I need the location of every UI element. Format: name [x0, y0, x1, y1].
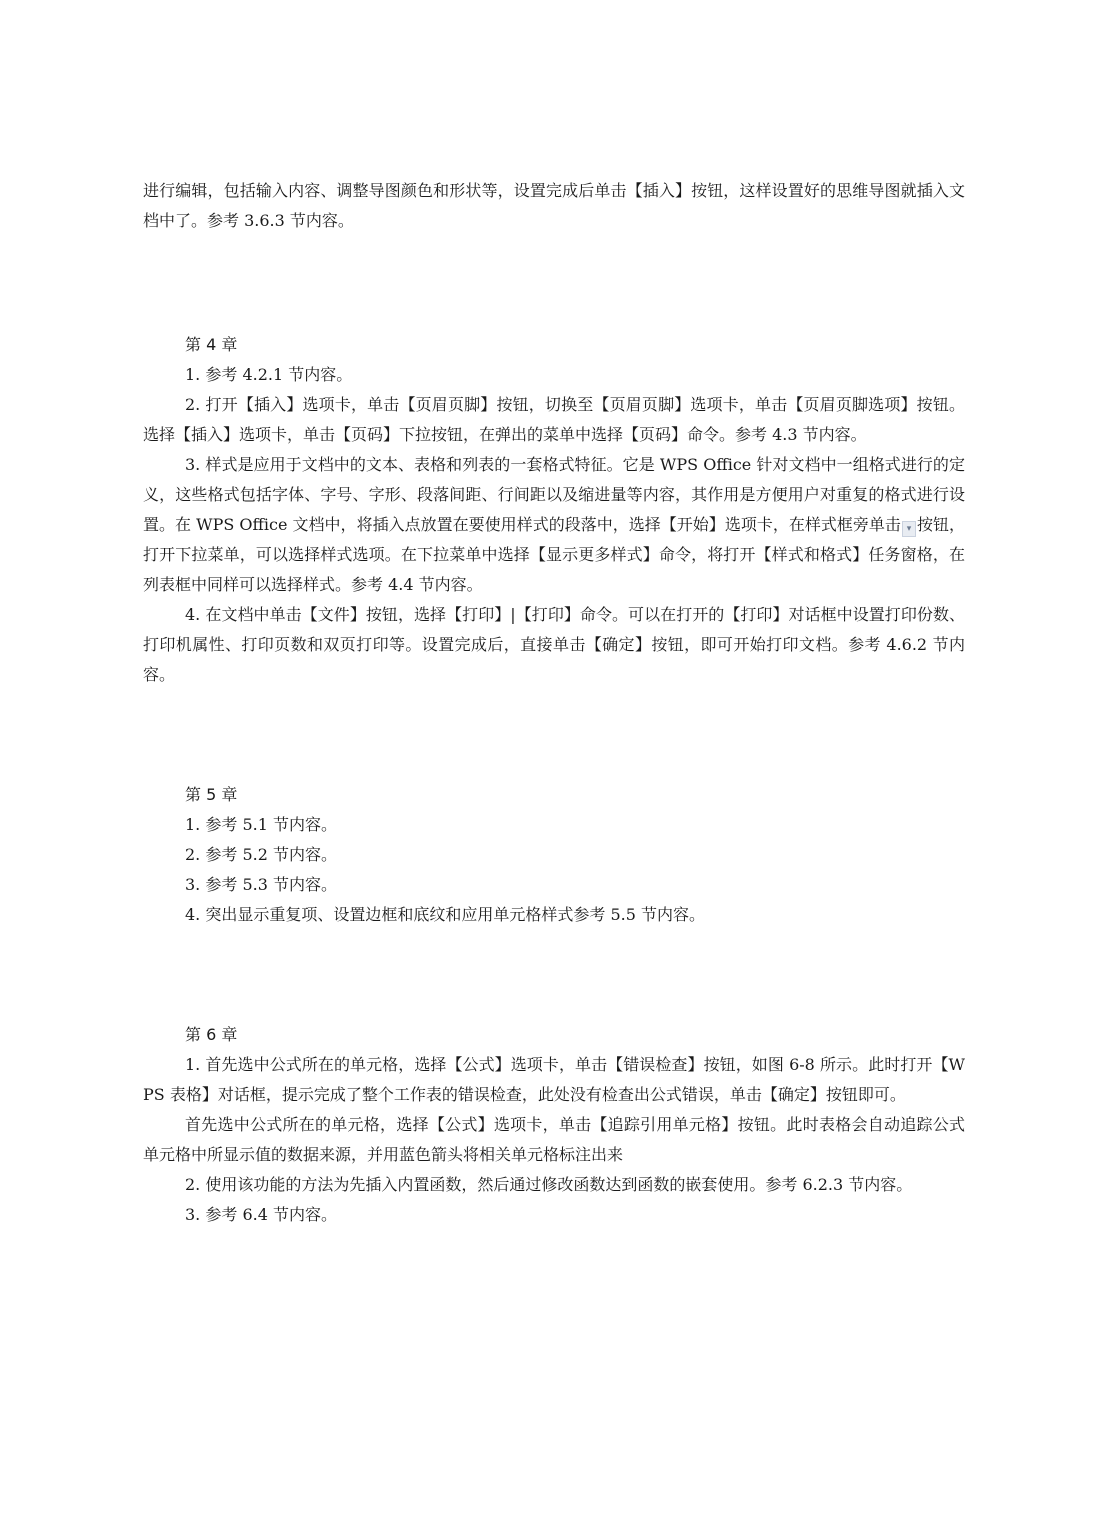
dropdown-arrow-icon: ▾ [902, 521, 916, 537]
section-gap [143, 930, 965, 1020]
chapter-4-item-1: 1. 参考 4.2.1 节内容。 [185, 365, 353, 384]
chapter-4-item-2: 2. 打开【插入】选项卡，单击【页眉页脚】按钮，切换至【页眉页脚】选项卡，单击【页眉页脚选项】按钮。选择【插入】选项卡，单击【页码】下拉按钮，在弹出的菜单中选择【页码】命令。参考 4.3 节内容。 [143, 395, 965, 444]
chapter-4-item-3-part-2: 按钮，打开下拉菜单，可以选择样式选项。在下拉菜单中选择【显示更多样式】命令，将打开【样式和格式】任务窗格，在列表框中同样可以选择样式。参考 4.4 节内容。 [143, 515, 965, 594]
intro-paragraph: 进行编辑，包括输入内容、调整导图颜色和形状等，设置完成后单击【插入】按钮，这样设置好的思维导图就插入文档中了。参考 3.6.3 节内容。 [143, 181, 965, 230]
chapter-5-item-3: 3. 参考 5.3 节内容。 [185, 875, 337, 894]
chapter-4-item-3-part-1: 3. 样式是应用于文档中的文本、表格和列表的一套格式特征。它是 WPS Office 针对文档中一组格式进行的定义，这些格式包括字体、字号、字形、段落间距、行间距以及缩进量等内容，其作用是方便用户对重复的格式进行设置。在 WPS Office 文档中，将插入点放置在要使用样式的段落中，选择【开始】选项卡，在样式框旁单击 [143, 455, 965, 534]
chapter-5-item-4: 4. 突出显示重复项、设置边框和底纹和应用单元格样式参考 5.5 节内容。 [185, 905, 705, 924]
chapter-5-item-2: 2. 参考 5.2 节内容。 [185, 845, 337, 864]
chapter-5-heading: 第 5 章 [185, 785, 238, 804]
chapter-6-item-2: 2. 使用该功能的方法为先插入内置函数，然后通过修改函数达到函数的嵌套使用。参考 6.2.3 节内容。 [185, 1175, 913, 1194]
chapter-4-item-3 [143, 450, 965, 600]
chapter-6-heading: 第 6 章 [185, 1025, 238, 1044]
chapter-4-item-4: 4. 在文档中单击【文件】按钮，选择【打印】|【打印】命令。可以在打开的【打印】对话框中设置打印份数、打印机属性、打印页数和双页打印等。设置完成后，直接单击【确定】按钮，即可开始打印文档。参考 4.6.2 节内容。 [143, 605, 965, 684]
chapter-6-item-1: 1. 首先选中公式所在的单元格，选择【公式】选项卡，单击【错误检查】按钮，如图 6-8 所示。此时打开【WPS 表格】对话框，提示完成了整个工作表的错误检查，此处没有检查出公式错误，单击【确定】按钮即可。 [143, 1055, 965, 1104]
section-gap [143, 236, 965, 330]
chapter-4-heading: 第 4 章 [185, 335, 238, 354]
document-page [143, 176, 965, 1230]
chapter-5-item-1: 1. 参考 5.1 节内容。 [185, 815, 337, 834]
chapter-6-item-1-continued: 首先选中公式所在的单元格，选择【公式】选项卡，单击【追踪引用单元格】按钮。此时表格会自动追踪公式单元格中所显示值的数据来源，并用蓝色箭头将相关单元格标注出来 [143, 1115, 965, 1164]
section-gap [143, 690, 965, 780]
chapter-6-item-3: 3. 参考 6.4 节内容。 [185, 1205, 337, 1224]
